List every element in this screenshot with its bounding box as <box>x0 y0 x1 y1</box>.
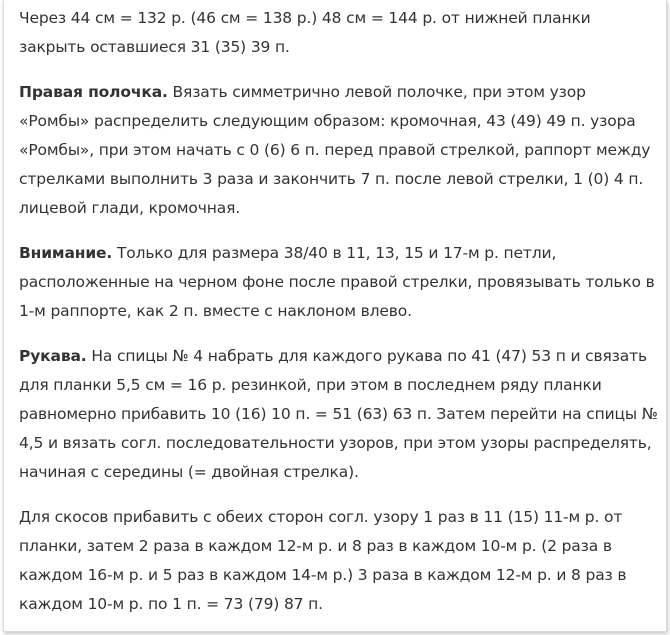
paragraph-closing-text: Через 44 см = 132 р. (46 см = 138 р.) 48 см = 144 р. от нижней планки закрыть оставшиеся 31 (35) 39 п. <box>19 9 591 56</box>
paragraph-right-front-text: Вязать симметрично левой полочке, при этом узор «Ромбы» распределить следующим образом: кромочная, 43 (49) 49 п. узора «Ромбы», при этом начать с 0 (6) 6 п. перед правой стрелкой, раппорт между стрелками выполнить 3 раза и закончить 7 п. после левой стрелки, 1 (0) 4 п. лицевой глади, кромочная. <box>19 83 651 217</box>
article-content <box>19 4 659 635</box>
heading-attention: Внимание. <box>19 244 113 262</box>
paragraph-increases-text: Для скосов прибавить с обеих сторон согл. узору 1 раз в 11 (15) 11-м р. от планки, затем 2 раза в каждом 12-м р. и 8 раз в каждом 10-м р. (2 раза в каждом 16-м р. и 5 раз в каждом 14-м р.) 3 раза в каждом 12-м р. и 8 раз в каждом 10-м р. по 1 п. = 73 (79) 87 п. <box>19 508 627 613</box>
heading-right-front: Правая полочка. <box>19 83 168 101</box>
paragraph-closing <box>19 4 659 62</box>
article-frame <box>3 0 667 632</box>
paragraph-sleeves <box>19 342 659 487</box>
paragraph-increases <box>19 503 659 619</box>
heading-sleeves: Рукава. <box>19 347 87 365</box>
paragraph-right-front <box>19 78 659 223</box>
paragraph-attention <box>19 239 659 326</box>
paragraph-attention-text: Только для размера 38/40 в 11, 13, 15 и 17-м р. петли, расположенные на черном фоне после правой стрелки, провязывать только в 1-м раппорте, как 2 п. вместе с наклоном влево. <box>19 244 655 320</box>
paragraph-sleeves-text: На спицы № 4 набрать для каждого рукава по 41 (47) 53 п и связать для планки 5,5 см = 16 р. резинкой, при этом в последнем ряду планки равномерно прибавить 10 (16) 10 п. = 51 (63) 63 п. Затем перейти на спицы № 4,5 и вязать согл. последовательности узоров, при этом узоры распределять, начиная с середины (= двойная стрелка). <box>19 347 658 481</box>
